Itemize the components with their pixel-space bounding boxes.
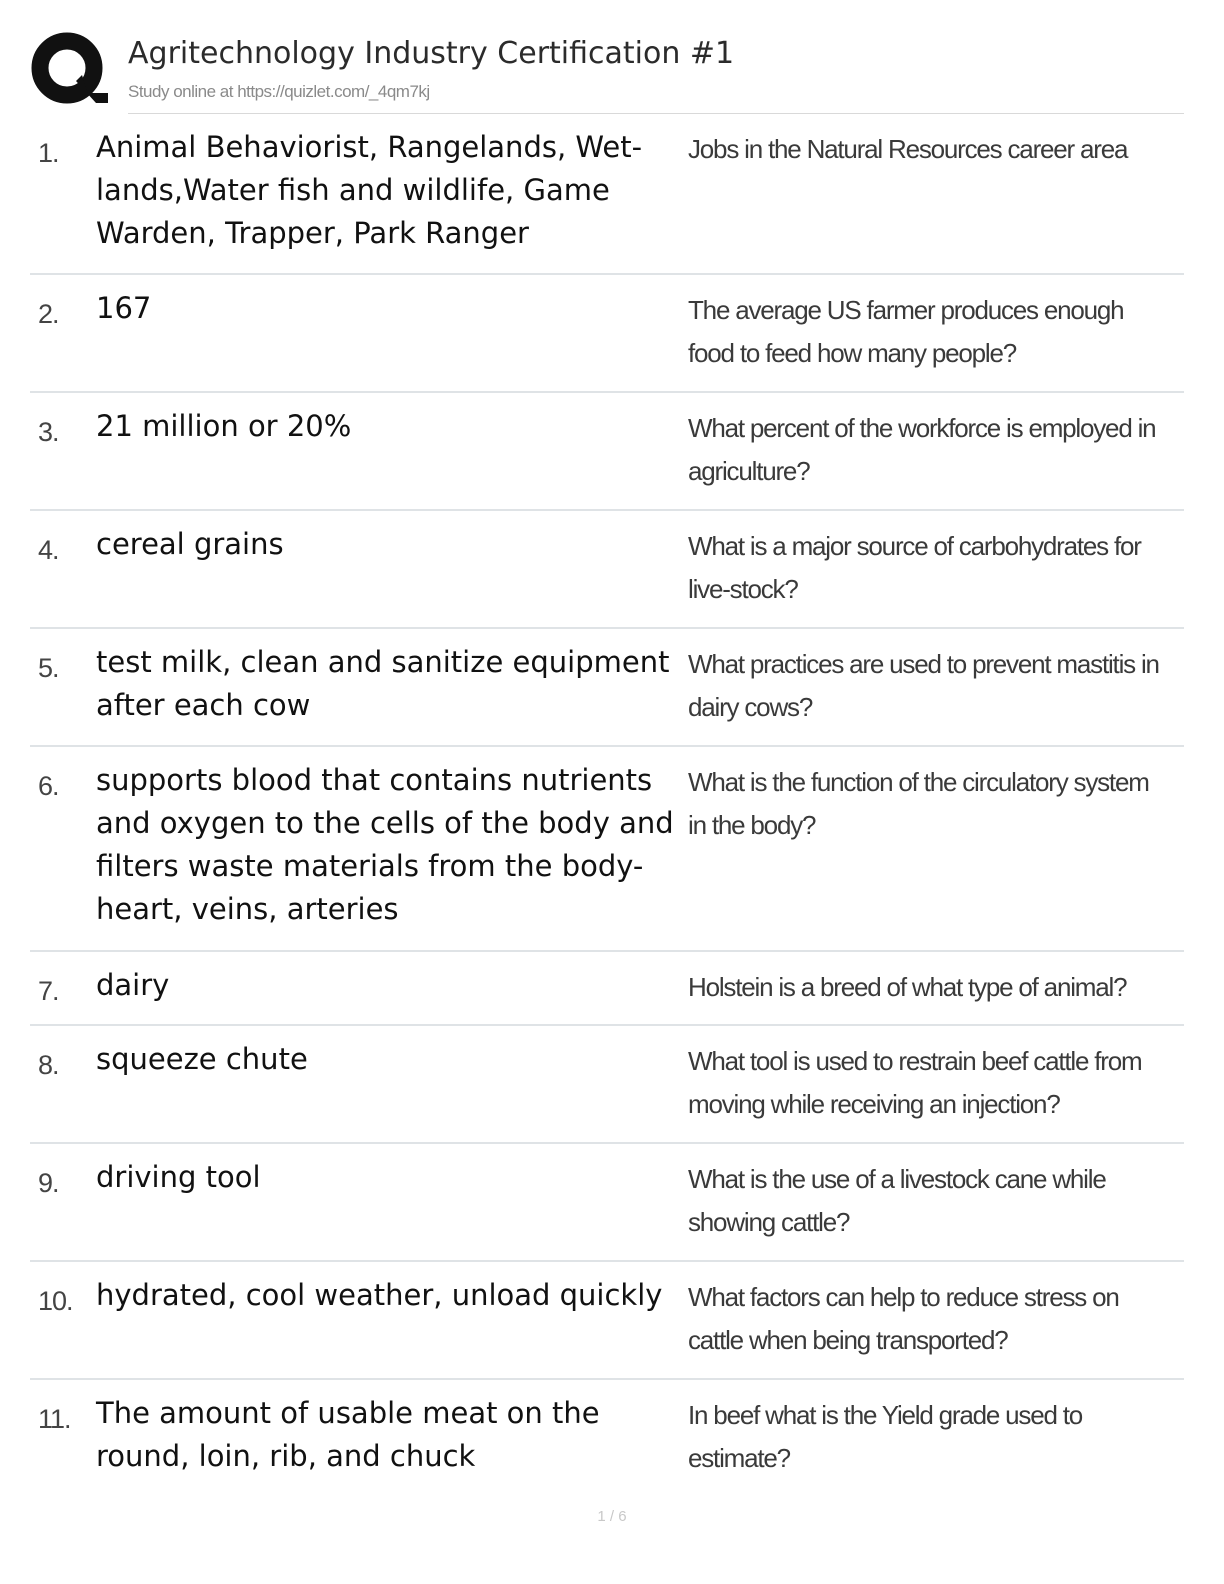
flashcard-row: [30, 1262, 1184, 1380]
card-definition: The average US farmer produces enough food to feed how many people?: [688, 295, 1124, 368]
card-definition: Holstein is a breed of what type of animal?: [688, 972, 1127, 1002]
flashcard-row: [30, 393, 1184, 511]
card-term: squeeze chute: [96, 1042, 308, 1076]
card-definition: What practices are used to prevent mastitis in dairy cows?: [688, 649, 1159, 722]
card-number: 2.: [38, 299, 59, 329]
flashcard-row: [30, 1026, 1184, 1144]
card-definition: What tool is used to restrain beef cattle from moving while receiving an injection?: [688, 1046, 1142, 1119]
flashcard-row: [30, 629, 1184, 747]
card-term: hydrated, cool weather, unload quickly: [96, 1278, 663, 1312]
card-definition: What is the use of a livestock cane while showing cattle?: [688, 1164, 1106, 1237]
card-number: 11.: [38, 1404, 71, 1434]
page-number: 1 / 6: [597, 1508, 627, 1525]
card-number: 4.: [38, 535, 59, 565]
card-term: supports blood that contains nutrients and oxygen to the cells of the body and filters waste materials from the body-heart, veins, arteries: [96, 763, 674, 926]
card-definition: What is the function of the circulatory system in the body?: [688, 767, 1149, 840]
card-term: The amount of usable meat on the round, loin, rib, and chuck: [96, 1396, 600, 1473]
card-number: 10.: [38, 1286, 73, 1316]
card-term: Animal Behaviorist, Rangelands, Wet-lands,Water fish and wildlife, Game Warden, Trapper, Park Ranger: [96, 130, 643, 250]
card-number: 5.: [38, 653, 59, 683]
card-term: 167: [96, 291, 152, 325]
card-definition: Jobs in the Natural Resources career area: [688, 134, 1128, 164]
card-number: 3.: [38, 417, 59, 447]
flashcard-row: [30, 511, 1184, 629]
card-definition: What is a major source of carbohydrates for live-stock?: [688, 531, 1141, 604]
card-definition: In beef what is the Yield grade used to estimate?: [688, 1400, 1083, 1473]
set-title: Agritechnology Industry Certification #1: [128, 36, 735, 71]
card-number: 6.: [38, 771, 59, 801]
flashcard-row: [30, 114, 1184, 275]
quizlet-q-logo-icon: [30, 31, 108, 109]
card-number: 9.: [38, 1168, 59, 1198]
card-term: test milk, clean and sanitize equipment after each cow: [96, 645, 670, 722]
flashcard-row: [30, 952, 1184, 1026]
flashcard-list: [30, 114, 1184, 1490]
flashcard-row: [30, 275, 1184, 393]
flashcard-row: [30, 1144, 1184, 1262]
card-number: 8.: [38, 1050, 59, 1080]
card-definition: What factors can help to reduce stress on cattle when being transported?: [688, 1282, 1119, 1355]
card-term: driving tool: [96, 1160, 261, 1194]
flashcard-row: [30, 747, 1184, 952]
page-header: [30, 28, 1184, 114]
study-online-link[interactable]: Study online at https://quizlet.com/_4qm7kj: [128, 82, 430, 101]
card-definition: What percent of the workforce is employed in agriculture?: [688, 413, 1156, 486]
card-number: 1.: [38, 138, 59, 168]
card-term: cereal grains: [96, 527, 284, 561]
flashcard-row: [30, 1380, 1184, 1490]
card-term: 21 million or 20%: [96, 409, 352, 443]
card-term: dairy: [96, 968, 170, 1002]
card-number: 7.: [38, 976, 59, 1006]
